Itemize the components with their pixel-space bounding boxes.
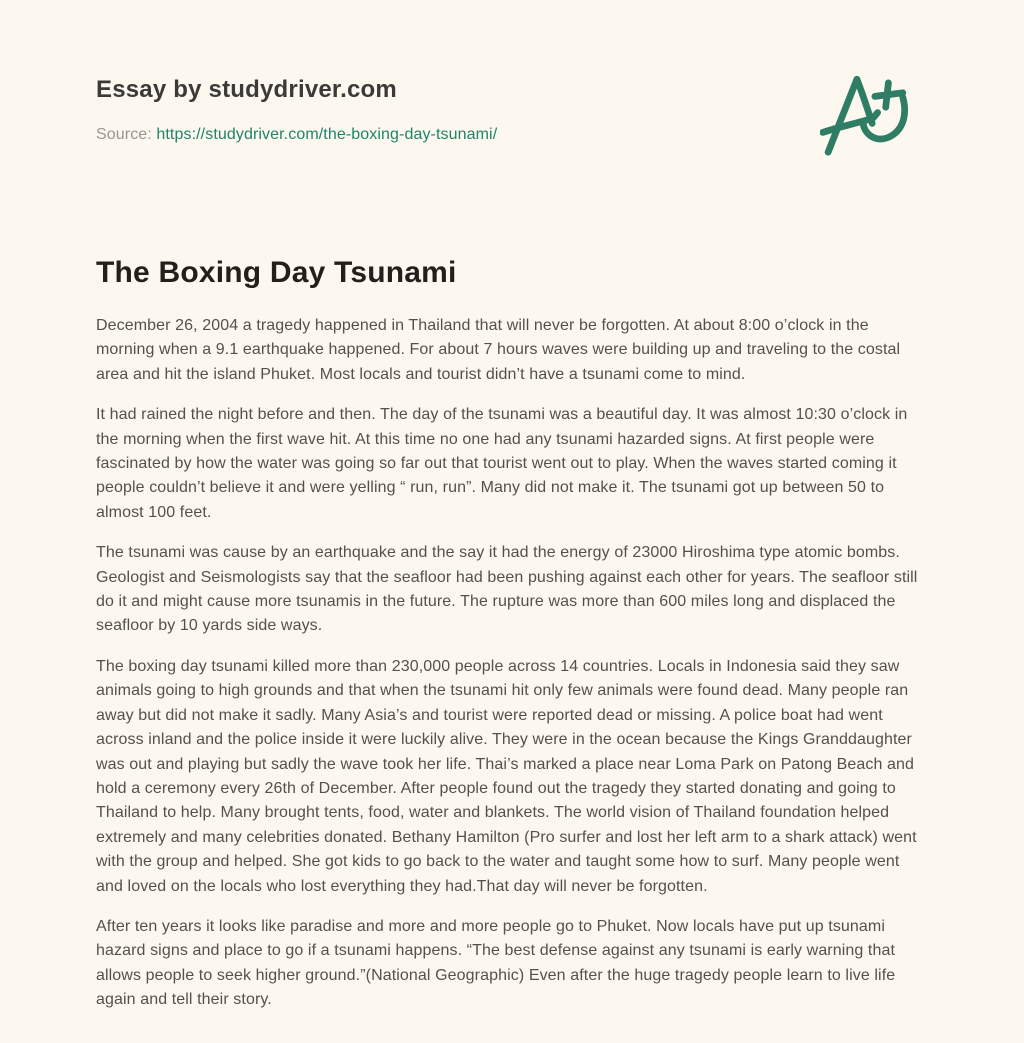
- essay-content: [96, 256, 928, 1013]
- essay-body: [96, 314, 928, 1013]
- essay-paragraph-3: The tsunami was cause by an earthquake and the say it had the energy of 23000 Hiroshima type atomic bombs. Geologist and Seismologists say that the seafloor had been pushing against each other for years. The seafloor still do it and might cause more tsunamis in the future. The rupture was more than 600 miles long and displaced the seafloor by 10 yards side ways.: [96, 544, 918, 635]
- essay-paragraph-4: The boxing day tsunami killed more than 230,000 people across 14 countries. Locals in Indonesia said they saw animals going to high grounds and that when the tsunami hit only few animals were found dead. Many people ran away but did not make it sadly. Many Asia’s and tourist were reported dead or missing. A police boat had went across inland and the police inside it were luckily alive. They were in the ocean because the Kings Granddaughter was out and playing but sadly the wave took her life. Thai’s marked a place near Loma Park on Patong Beach and hold a ceremony every 26th of December. After people found out the tragedy they started donating and going to Thailand to help. Many brought tents, food, water and blankets. The world vision of Thailand foundation helped extremely and many celebrities donated. Bethany Hamilton (Pro surfer and lost her left arm to a shark attack) went with the group and helped. She got kids to go back to the water and taught some how to surf. Many people went and loved on the locals who lost everything they had.That day will never be forgotten.: [96, 657, 917, 895]
- byline: Essay by studydriver.com: [96, 76, 397, 103]
- essay-paragraph-1: December 26, 2004 a tragedy happened in Thailand that will never be forgotten. At about 8:00 o’clock in the morning when a 9.1 earthquake happened. For about 7 hours waves were building up and traveling to the costal area and hit the island Phuket. Most locals and tourist didn’t have a tsunami come to mind.: [96, 317, 901, 383]
- essay-title: The Boxing Day Tsunami: [96, 256, 457, 289]
- source-label: Source:: [96, 126, 152, 143]
- a-plus-logo-icon: [820, 72, 910, 164]
- essay-paragraph-5: After ten years it looks like paradise and more and more people go to Phuket. Now locals have put up tsunami hazard signs and place to go if a tsunami happens. “The best defense against any tsunami is early warning that allows people to seek higher ground.”(National Geographic) Even after the huge tragedy people learn to live life again and tell their story.: [96, 917, 896, 1009]
- source-link[interactable]: https://studydriver.com/the-boxing-day-tsunami/: [156, 126, 498, 143]
- essay-paragraph-2: It had rained the night before and then. The day of the tsunami was a beautiful day. It was almost 10:30 o’clock in the morning when the first wave hit. At this time no one had any tsunami hazarded signs. At first people were fascinated by how the water was going so far out that tourist went out to play. When the waves started coming it people couldn’t believe it and were yelling “ run, run”. Many did not make it. The tsunami got up between 50 to almost 100 feet.: [96, 406, 908, 521]
- studydriver-logo: [820, 72, 910, 164]
- source-line: [96, 126, 928, 144]
- document-header: [96, 76, 928, 144]
